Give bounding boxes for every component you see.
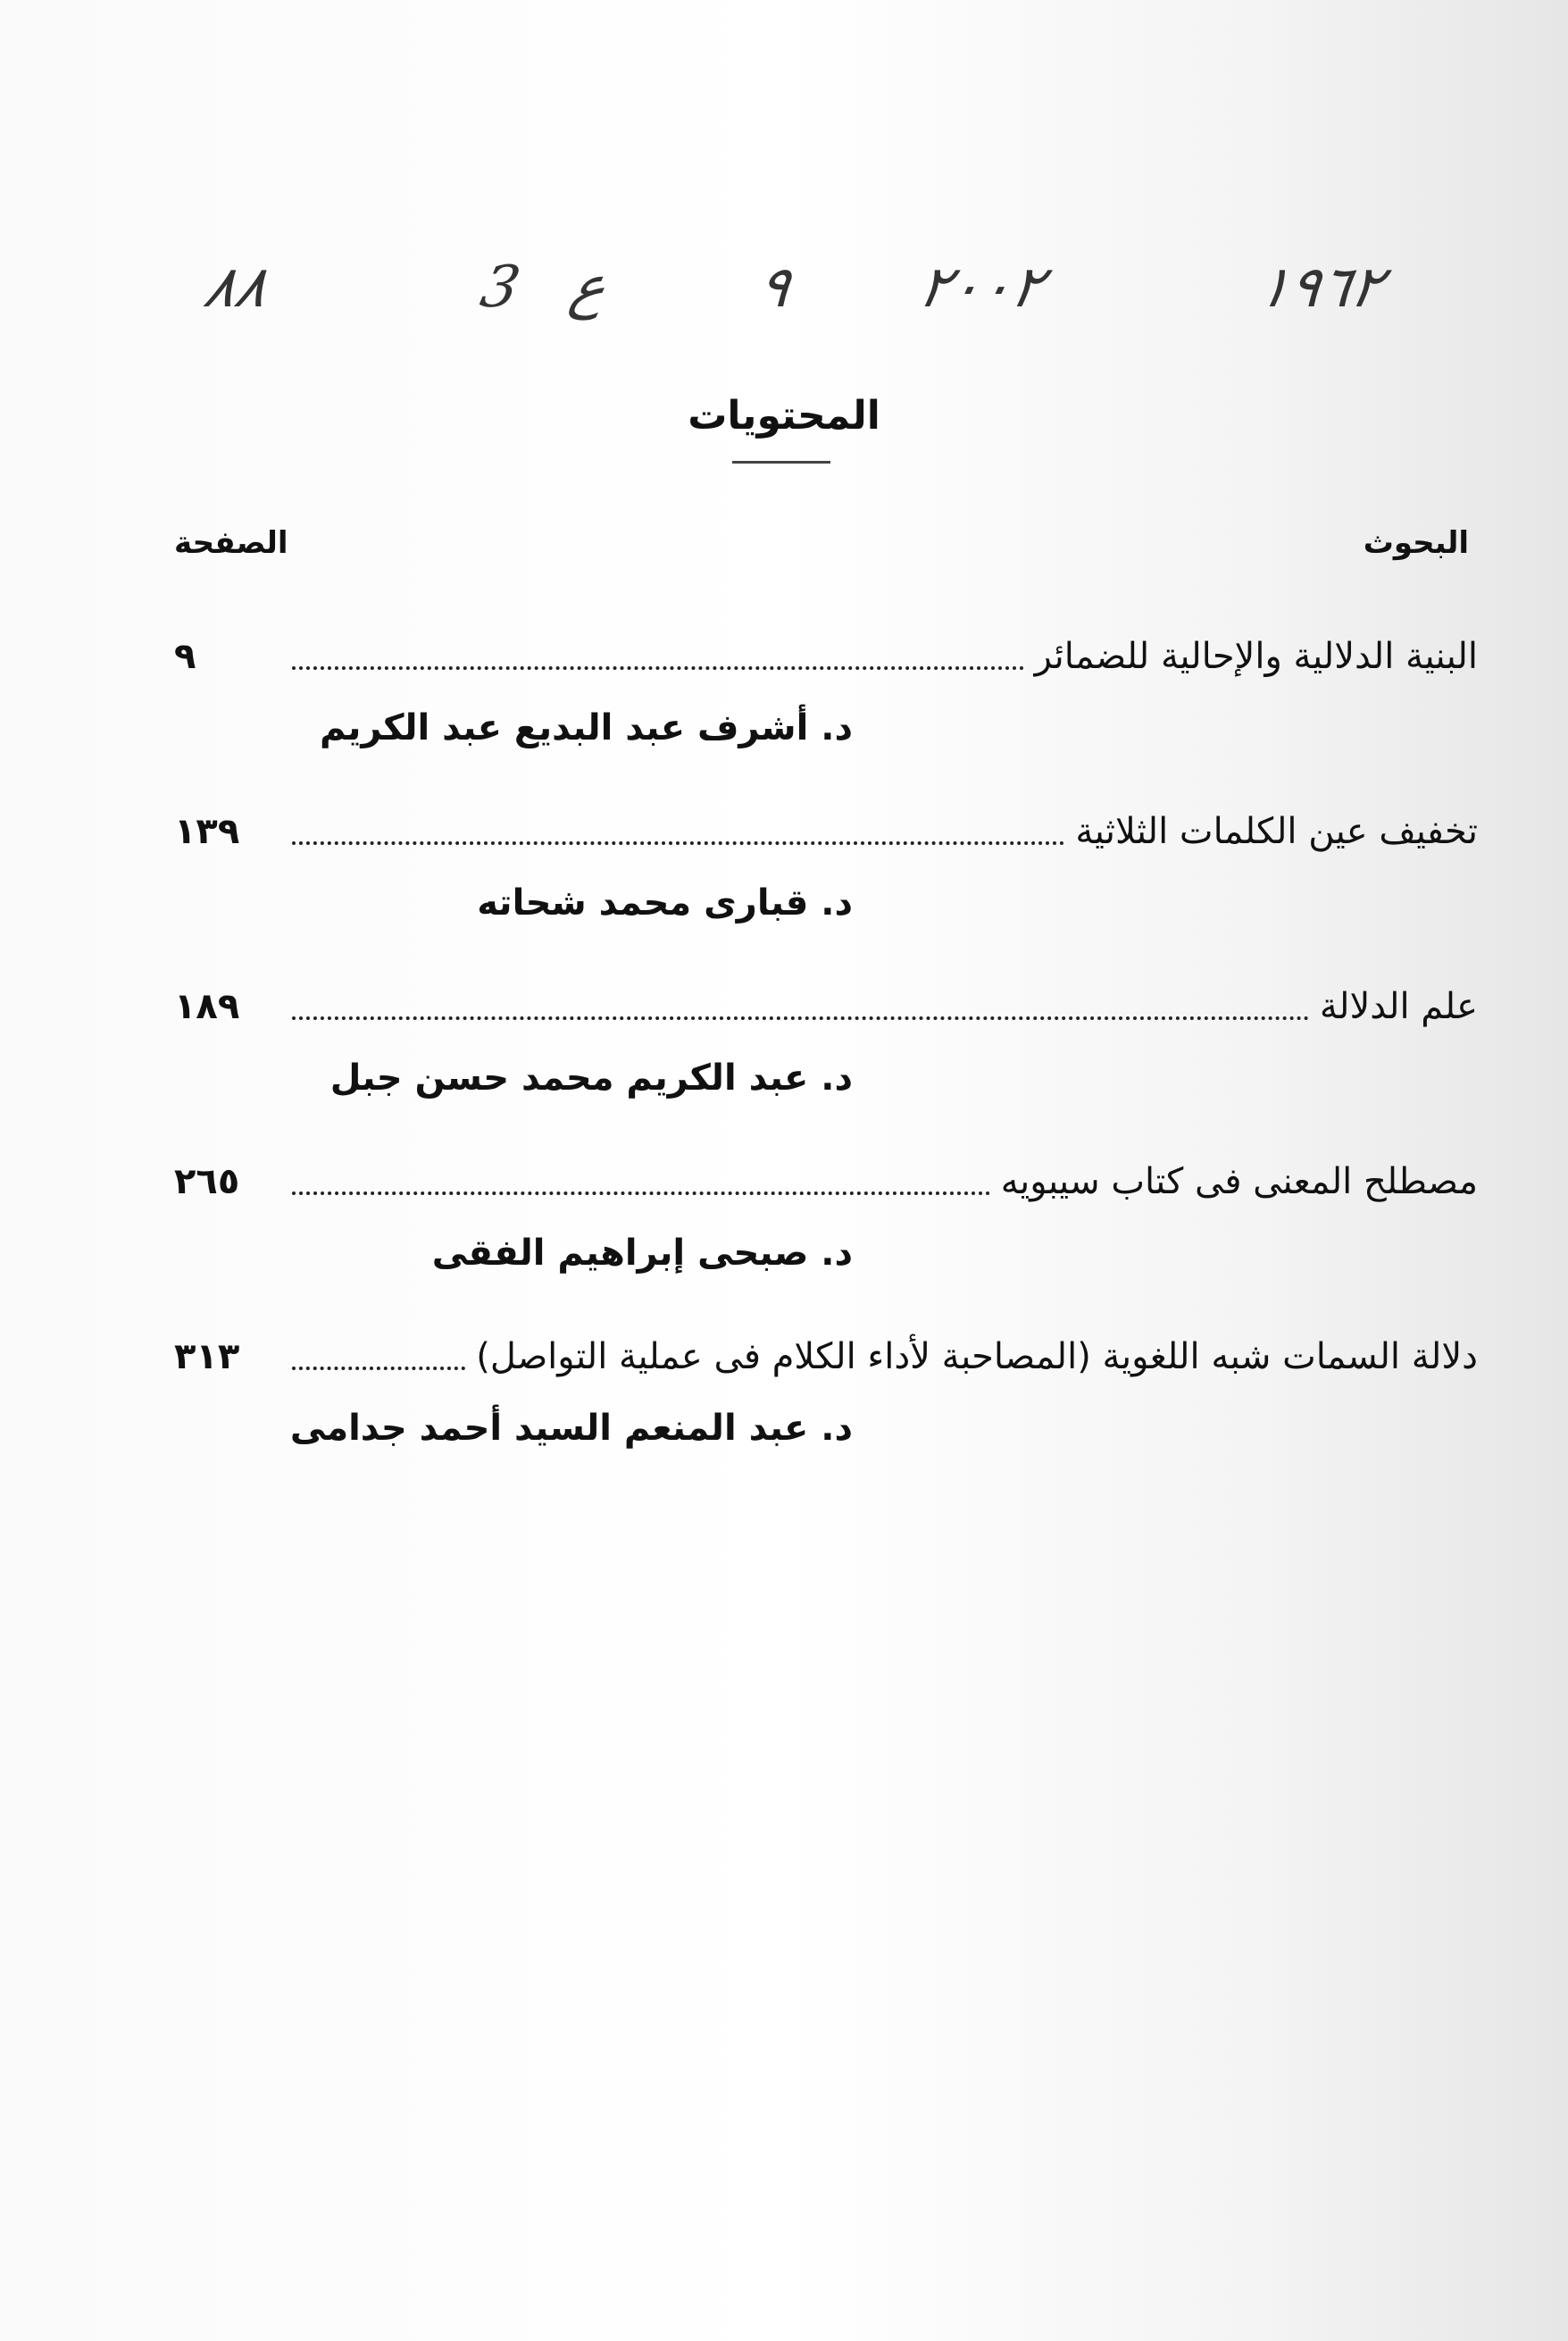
toc-entry-author: د. عبد الكريم محمد حسن جبل [329,1058,853,1099]
toc-entry-title: البنية الدلالية والإحالية للضمائر [1034,636,1478,677]
handwritten-note: ٩ [752,255,797,321]
toc-entry [174,625,1478,800]
dotted-leader [292,1016,1309,1020]
toc-entry-page: ١٨٩ [174,986,240,1027]
toc-entry-author: د. عبد المنعم السيد أحمد جدامى [289,1408,853,1449]
column-header-page: الصفحة [174,525,288,561]
toc-entry-page: ٣١٣ [174,1336,240,1377]
title-underline [732,461,830,464]
handwritten-note: ع [564,255,613,321]
toc-entry-line [174,1150,1478,1213]
handwritten-note: ٨٨ [198,255,274,321]
toc-entry-title: تخفيف عين الكلمات الثلاثية [1075,811,1478,852]
toc-entry-line [174,800,1478,863]
toc-entry-title: علم الدلالة [1319,986,1478,1027]
column-header-research: البحوث [1363,525,1469,561]
toc-entry-page: ٢٦٥ [174,1161,240,1202]
toc-entry-page: ٩ [174,636,196,677]
handwritten-notes [198,255,1402,353]
handwritten-note: ٢٠٠٢ [913,255,1050,321]
toc-entry-line [174,625,1478,688]
handwritten-note: 3 [475,255,526,321]
dotted-leader [292,1191,990,1195]
dotted-leader [292,841,1064,845]
toc-entry-author: د. أشرف عبد البديع عبد الكريم [319,707,853,748]
toc-entry [174,1325,1478,1501]
toc-entry-line [174,1325,1478,1388]
toc-entry-title: مصطلح المعنى فى كتاب سيبويه [1000,1161,1478,1202]
handwritten-note: ١٩٦٢ [1252,255,1389,321]
table-of-contents [174,625,1478,1501]
toc-entry-author: د. قبارى محمد شحاته [477,882,853,924]
page-title: المحتويات [688,393,880,439]
toc-entry-line [174,975,1478,1038]
dotted-leader [292,666,1024,670]
toc-entry [174,1150,1478,1325]
column-headers [174,525,1469,579]
toc-entry [174,975,1478,1150]
dotted-leader [292,1367,465,1370]
toc-entry-title: دلالة السمات شبه اللغوية (المصاحبة لأداء الكلام فى عملية التواصل) [476,1336,1478,1377]
toc-entry-page: ١٣٩ [174,811,240,852]
toc-entry-author: د. صبحى إبراهيم الفقى [431,1233,853,1274]
toc-entry [174,800,1478,975]
